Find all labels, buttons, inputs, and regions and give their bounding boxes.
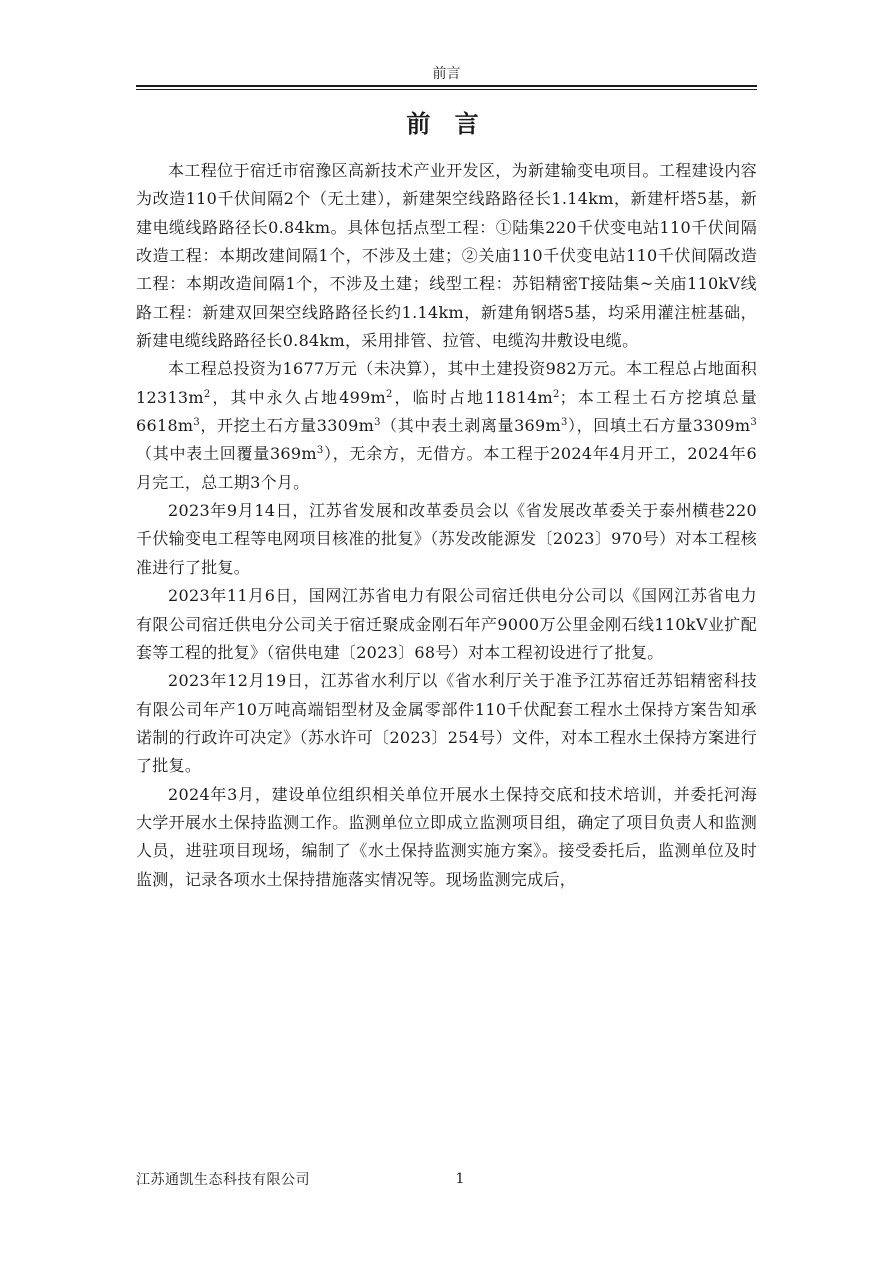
paragraph-investment xyxy=(136,355,757,497)
header-rule-thin xyxy=(136,89,757,90)
footer-company: 江苏通凯生态科技有限公司 xyxy=(136,1172,310,1188)
investment-text: （其中表土回覆量369m xyxy=(136,444,317,464)
superscript: 3 xyxy=(374,417,381,429)
superscript: 2 xyxy=(203,388,211,400)
running-header: 前言 xyxy=(432,66,461,82)
paragraph-approval-ndrc: 2023年9月14日，江苏省发展和改革委员会以《省发展改革委关于泰州横巷220千伏输变电工程等电网项目核准的批复》（苏发改能源发〔2023〕970号）对本工程核准进行了批复。 xyxy=(136,501,757,577)
investment-text: ，其中永久占地499m xyxy=(210,387,387,407)
superscript: 3 xyxy=(193,417,201,429)
paragraph-project-overview: 本工程位于宿迁市宿豫区高新技术产业开发区，为新建输变电项目。工程建设内容为改造110千伏间隔2个（无土建），新建架空线路路径长1.14km，新建杆塔5基，新建电缆线路路径长0.84km。具体包括点型工程：①陆集220千伏变电站110千伏间隔改造工程：本期改建间隔1个，不涉及土建；②关庙110千伏变电站110千伏间隔改造工程：本期改造间隔1个，不涉及土建；线型工程：苏铝精密T接陆集~关庙110kV线路工程：新建双回架空线路路径长约1.14km，新建角钢塔5基，均采用灌注桩基础，新建电缆线路路径长0.84km，采用排管、拉管、电缆沟井敷设电缆。 xyxy=(136,161,757,351)
investment-text: ；本工程土石方挖填总量6618m xyxy=(136,387,757,436)
investment-text: ，临时占地11814m xyxy=(392,387,553,407)
paragraph-approval-design: 2023年11月6日，国网江苏省电力有限公司宿迁供电分公司以《国网江苏省电力有限公司宿迁供电分公司关于宿迁聚成金刚石年产9000万公里金刚石线110kV业扩配套等工程的批复》（宿供电建〔2023〕68号）对本工程初设进行了批复。 xyxy=(136,586,757,662)
investment-text: ），回填土石方量3309m xyxy=(567,416,751,436)
investment-text: ），无余方，无借方。本工程于2024年4月开工，2024年6月完工，总工期3个月。 xyxy=(136,444,757,492)
superscript: 3 xyxy=(316,445,324,457)
investment-text: （其中表土剥离量369m xyxy=(380,416,561,436)
superscript: 3 xyxy=(750,417,758,429)
body-text xyxy=(136,157,757,894)
superscript: 2 xyxy=(386,388,393,400)
investment-text: ，开挖土石方量3309m xyxy=(200,416,375,436)
superscript: 3 xyxy=(561,417,568,429)
paragraph-monitoring: 2024年3月，建设单位组织相关单位开展水土保持交底和技术培训，并委托河海大学开展水土保持监测工作。监测单位立即成立监测项目组，确定了项目负责人和监测人员，进驻项目现场，编制了《水土保持监测实施方案》。接受委托后，监测单位及时监测，记录各项水土保持措施落实情况等。现场监测完成后， xyxy=(136,784,757,889)
header-rule xyxy=(136,85,757,87)
superscript: 2 xyxy=(552,388,560,400)
page-number: 1 xyxy=(455,1171,465,1187)
paragraph-approval-water: 2023年12月19日，江苏省水利厅以《省水利厅关于准予江苏宿迁苏铝精密科技有限公司年产10万吨高端铝型材及金属零部件110千伏配套工程水土保持方案告知承诺制的行政许可决定》（苏水许可〔2023〕254号）文件，对本工程水土保持方案进行了批复。 xyxy=(136,671,757,776)
page-title: 前 言 xyxy=(406,109,487,138)
investment-text: 本工程总投资为1677万元（未决算），其中土建投资982万元。本工程总占地面积12313m xyxy=(136,359,757,407)
